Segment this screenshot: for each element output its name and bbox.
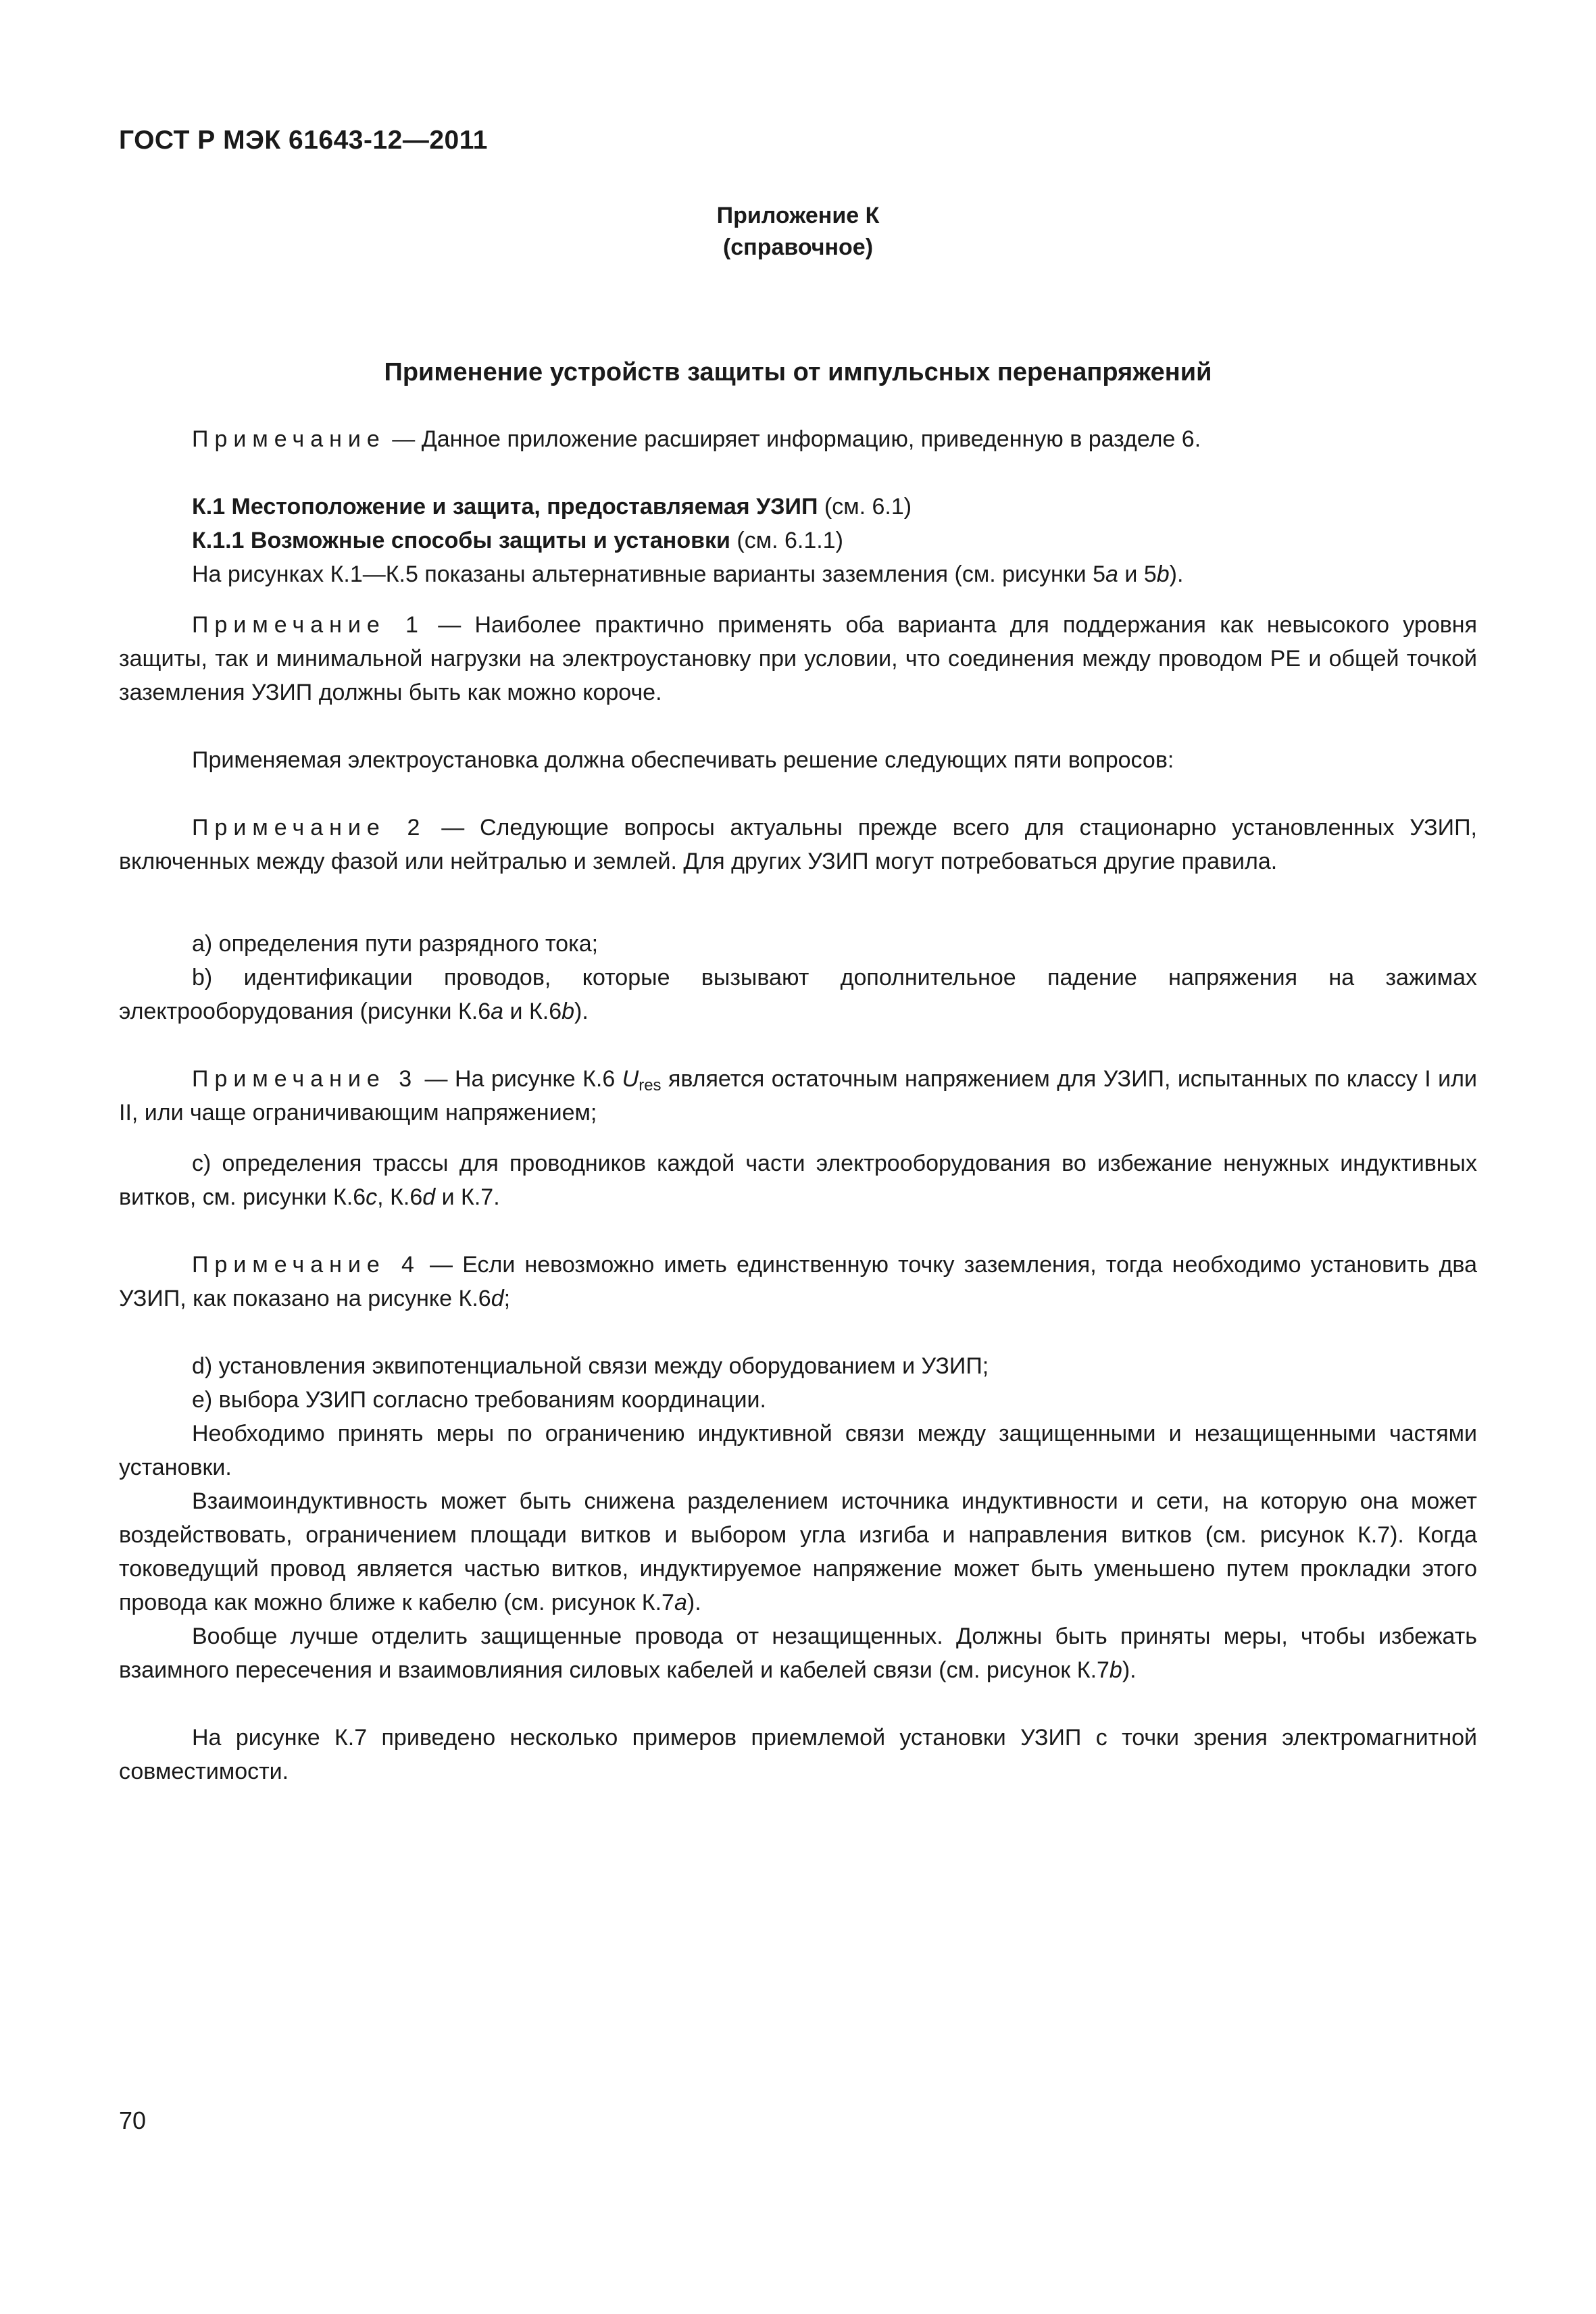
note-text: ;: [503, 1286, 511, 1311]
text-run: c) определения трассы для проводников каждой части электрооборудования во избежание ненужных индуктивных витков, см. рисунки К.6: [119, 1151, 1477, 1210]
text-run: ).: [1169, 561, 1184, 587]
text-run: и К.6: [503, 999, 562, 1024]
section-title: К.1.1 Возможные способы защиты и установки: [192, 528, 730, 553]
list-item-e: e) выбора УЗИП согласно требованиям координации.: [192, 1387, 766, 1413]
paragraph-figures: [119, 557, 1477, 591]
text-run: b) идентификации проводов, которые вызывают дополнительное падение напряжения на зажимах электрооборудования (рисунки К.6: [119, 965, 1477, 1024]
section-ref: (см. 6.1): [818, 494, 912, 520]
appendix-title: Приложение К: [716, 203, 880, 228]
section-ref: (см. 6.1.1): [730, 528, 843, 553]
note-label: Примечание 4: [192, 1252, 420, 1278]
appendix-kind: (справочное): [722, 234, 874, 260]
text-run: , К.6: [377, 1184, 423, 1210]
note-text: является остаточным напряжением для УЗИП, испытанных по классу I или II, или чаще ограничивающим напряжением;: [119, 1066, 1477, 1126]
list-item-b: [119, 961, 1477, 1028]
note-text: — Наиболее практично применять оба варианта для поддержания как невысокого уровня защиты, так и минимальной нагрузки на электроустановку при условии, что соединения между проводом PE и общей точкой заземления УЗИП должны быть как можно короче.: [119, 612, 1477, 705]
note-label: Примечание 1: [192, 612, 424, 638]
subscript-res: res: [639, 1076, 662, 1095]
paragraph-mutual-inductance: [119, 1484, 1477, 1619]
paragraph-examples: На рисунке К.7 приведено несколько примеров приемлемой установки УЗИП с точки зрения электромагнитной совместимости.: [119, 1725, 1477, 1784]
note-text: — Следующие вопросы актуальны прежде всего для стационарно установленных УЗИП, включенных между фазой или нейтралью и землей. Для других УЗИП могут потребоваться другие правила.: [119, 815, 1477, 874]
page-number: 70: [119, 2107, 147, 2134]
italic-run: b: [1109, 1657, 1122, 1683]
text-run: Вообще лучше отделить защищенные провода от незащищенных. Должны быть приняты меры, чтобы избежать взаимного пересечения и взаимовлияния силовых кабелей и кабелей связи (см. рисунок К.7: [119, 1624, 1477, 1683]
text-run: ).: [687, 1590, 701, 1615]
text-run: Взаимоиндуктивность может быть снижена разделением источника индуктивности и сети, на которую она может воздействовать, ограничением площади витков и выбором угла изгиба и направления витков (см. рисунок К.7). Когда токоведущий провод является частью витков, индуктируемое напряжение может быть уменьшено путем прокладки этого провода как можно ближе к кабелю (см. рисунок К.7: [119, 1488, 1477, 1615]
document-code: ГОСТ Р МЭК 61643-12—2011: [119, 126, 488, 155]
list-item-a: a) определения пути разрядного тока;: [192, 931, 599, 957]
note-label: Примечание 2: [192, 815, 426, 840]
section-title: К.1 Местоположение и защита, предоставляемая УЗИП: [192, 494, 818, 520]
italic-run: b: [562, 999, 575, 1024]
note-4: [119, 1248, 1477, 1315]
note-1: [119, 608, 1477, 709]
paragraph-separate-wires: [119, 1619, 1477, 1687]
section-k1-1: [119, 524, 1477, 557]
section-k1: [119, 490, 1477, 524]
note-intro: [119, 422, 1477, 456]
italic-run: d: [422, 1184, 436, 1210]
note-label: Примечание 3: [192, 1066, 418, 1092]
text-run: и К.7.: [435, 1184, 500, 1210]
text-run: На рисунках К.1—К.5 показаны альтернативные варианты заземления (см. рисунки 5: [192, 561, 1106, 587]
italic-run: a: [674, 1590, 687, 1615]
main-heading: Применение устройств защиты от импульсных перенапряжений: [384, 358, 1212, 386]
note-text: — На рисунке К.6: [418, 1066, 622, 1092]
text-run: и 5: [1118, 561, 1157, 587]
text-run: ).: [574, 999, 589, 1024]
symbol-u: U: [622, 1066, 639, 1092]
list-item-d: d) установления эквипотенциальной связи между оборудованием и УЗИП;: [192, 1353, 989, 1379]
italic-run: b: [1156, 561, 1170, 587]
paragraph-five-questions: Применяемая электроустановка должна обеспечивать решение следующих пяти вопросов:: [192, 747, 1174, 773]
note-text: — Если невозможно иметь единственную точку заземления, тогда необходимо установить два УЗИП, как показано на рисунке К.6: [119, 1252, 1477, 1311]
note-3: [119, 1062, 1477, 1130]
italic-run: a: [1105, 561, 1118, 587]
list-item-c: [119, 1147, 1477, 1214]
italic-run: a: [491, 999, 504, 1024]
paragraph-measures: Необходимо принять меры по ограничению индуктивной связи между защищенными и незащищенными частями установки.: [119, 1421, 1477, 1480]
note-text: — Данное приложение расширяет информацию, приведенную в разделе 6.: [385, 426, 1201, 452]
text-run: ).: [1122, 1657, 1137, 1683]
italic-run: c: [366, 1184, 378, 1210]
note-label: Примечание: [192, 426, 386, 452]
note-2: [119, 811, 1477, 878]
italic-run: d: [491, 1286, 504, 1311]
